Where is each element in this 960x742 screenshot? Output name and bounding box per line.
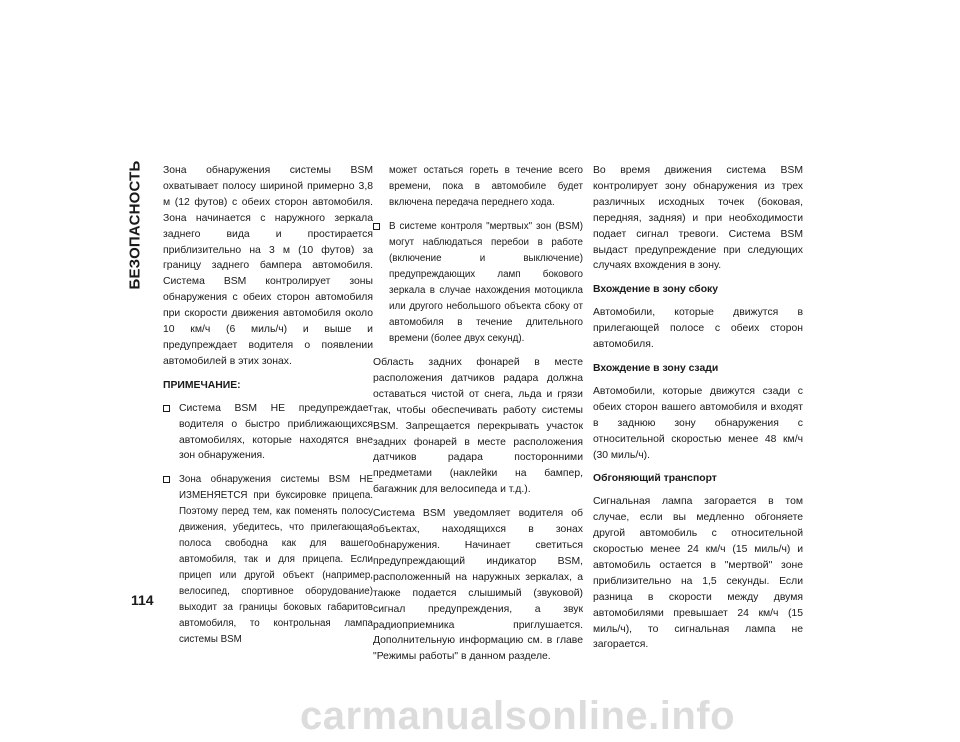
bsm-monitor-intro: Во время движения система BSM контролирует зону обнаружения из трех различных исходных точек (боковая, передняя, задняя) и при необходимости подает сигнал тревоги. Система BSM выдаст предупреждение при следующих случаях вхождения в зону. — [593, 165, 803, 272]
subheading-overtaking: Обгоняющий транспорт — [593, 473, 717, 485]
rear-entry-text: Автомобили, которые движутся сзади с обеих сторон вашего автомобиля и входят в заднюю зону обнаружения с относительной скоростью менее 48 км/ч (30 миль/ч). — [593, 385, 803, 461]
bsm-notify-paragraph: Система BSM уведомляет водителя об объектах, находящихся в зонах обнаружения. Начинает светиться предупреждающий индикатор BSM, расположенный на наружных зеркалах, а также подается слышимый (звуковой) сигнал предупреждения, а звук радиоприемника приглушается. Дополнительную информацию см. в главе "Режимы работы" в данном разделе. — [373, 508, 583, 663]
page-number: 114 — [131, 592, 154, 608]
note-item-text: Зона обнаружения системы BSM НЕ ИЗМЕНЯЕТСЯ при буксировке прицепа. Поэтому перед тем, как поменять полосу движения, убедитесь, что прилегающая полоса свободна как для вашего автомобиля, так и для прицепа. Если прицеп или другой объект (например, велосипед, спортивное оборудование) выходит за границы боковых габаритов автомобиля, то контрольная лампа системы BSM — [179, 474, 373, 646]
bsm-zone-intro: Зона обнаружения системы BSM охватывает полосу шириной примерно 3,8 м (12 футов) с обеих сторон автомобиля. Зона начинается с наружного зеркала заднего вида и простирается приблизительно на 3 м (10 футов) за границу заднего бампера автомобиля. Система BSM контролирует зоны обнаружения с обеих сторон автомобиля при скорости движения автомобиля около 10 км/ч (6 миль/ч) и выше и предупреждает водителя о появлении автомобилей в этих зонах. — [163, 165, 373, 367]
subheading-side-entry: Вхождение в зону сбоку — [593, 284, 719, 296]
subheading-rear-entry: Вхождение в зону сзади — [593, 362, 719, 374]
note-item — [163, 401, 373, 465]
note-item — [373, 219, 583, 347]
column-right — [593, 163, 803, 661]
overtaking-text: Сигнальная лампа загорается в том случае, если вы медленно обгоняете другой автомобиль с относительной скоростью менее 24 км/ч (15 миль/ч) и автомобиль остается в "мертвой" зоне приблизительно на 1,5 секунды. Если разница в скорости между двумя автомобилями превышает 24 км/ч (15 миль/ч), то сигнальная лампа не загорается. — [593, 496, 803, 651]
radar-area-paragraph: Область задних фонарей в месте расположения датчиков радара должна оставаться чистой от снега, льда и грязи так, чтобы обеспечивать работу системы BSM. Запрещается перекрывать участок задних фонарей в месте расположения датчиков радара посторонними предметами (наклейки на бампер, багажник для велосипеда и т.д.). — [373, 357, 583, 496]
note-item — [163, 472, 373, 648]
column-middle — [373, 163, 583, 673]
checkbox-square-icon — [163, 476, 170, 483]
checkbox-square-icon — [373, 223, 380, 230]
section-tab-label: БЕЗОПАСНОСТЬ — [126, 160, 144, 290]
note-heading: ПРИМЕЧАНИЕ: — [163, 379, 241, 391]
watermark: carmanualsonline.info — [300, 694, 736, 738]
note-item-text: Система BSM НЕ предупреждает водителя о быстро приближающихся автомобилях, которые находятся вне зон обнаружения. — [179, 402, 373, 462]
note-item-text: В системе контроля "мертвых" зон (BSM) могут наблюдаться перебои в работе (включение и выключение) предупреждающих ламп бокового зеркала в случае нахождения мотоцикла или другого небольшого объекта сбоку от автомобиля в течение длительного времени (более двух секунд). — [389, 221, 583, 344]
side-entry-text: Автомобили, которые движутся в прилегающей полосе с обеих сторон автомобиля. — [593, 307, 803, 351]
checkbox-square-icon — [163, 405, 170, 412]
column-left — [163, 163, 373, 656]
note-item-continuation: может остаться гореть в течение всего времени, пока в автомобиле будет включена передача переднего хода. — [389, 165, 583, 208]
section-tab — [120, 160, 150, 290]
